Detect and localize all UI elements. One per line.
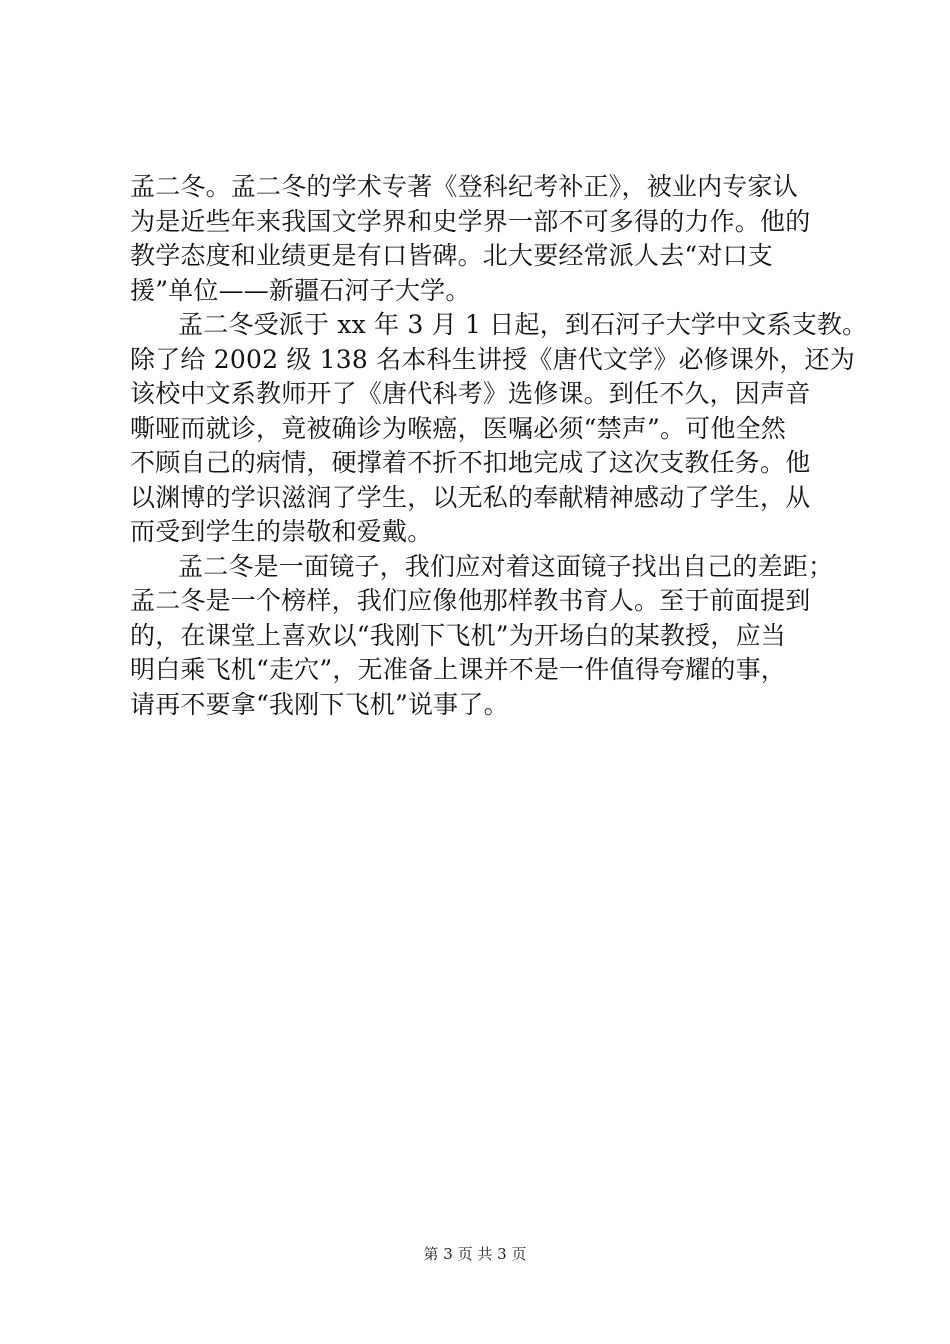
text-line: 请再不要拿“我刚下飞机”说事了。 — [130, 689, 509, 719]
text-line: 孟二冬是一个榜样，我们应像他那样教书育人。至于前面提到 — [130, 586, 811, 615]
text-line: 为是近些年来我国文学界和史学界一部不可多得的力作。他的 — [130, 206, 811, 236]
text-line: 孟二冬是一面镜子，我们应对着这面镜子找出自己的差距； — [178, 551, 834, 581]
paragraph-2 — [130, 308, 868, 550]
text-line: 而受到学生的崇敬和爱戴。 — [130, 517, 433, 546]
text-line: 该校中文系教师开了《唐代科考》选修课。到任不久，因声音 — [130, 379, 811, 408]
text-line: 嘶哑而就诊，竟被确诊为喉癌，医嘱必须“禁声”。可他全然 — [130, 413, 786, 443]
page-footer — [0, 1244, 950, 1264]
text-line: 除了给 2002 级 138 名本科生讲授《唐代文学》必修课外，还为 — [130, 344, 855, 374]
document-body — [130, 170, 868, 722]
page-number-label: 第 3 页 共 3 页 — [423, 1245, 527, 1263]
paragraph-3 — [130, 550, 835, 723]
text-line: 孟二冬。孟二冬的学术专著《登科纪考补正》，被业内专家认 — [130, 172, 798, 201]
text-line: 援”单位——新疆石河子大学。 — [130, 275, 471, 305]
text-line: 的，在课堂上喜欢以“我刚下飞机”为开场白的某教授，应当 — [130, 620, 786, 650]
text-line: 不顾自己的病情，硬撑着不折不扣地完成了这次支教任务。他 — [130, 448, 811, 477]
paragraph-1 — [130, 170, 835, 308]
text-line: 以渊博的学识滋润了学生，以无私的奉献精神感动了学生，从 — [130, 482, 811, 512]
text-line: 孟二冬受派于 xx 年 3 月 1 日起，到石河子大学中文系支教。 — [178, 310, 868, 339]
text-line: 教学态度和业绩更是有口皆碑。北大要经常派人去“对口支 — [130, 241, 773, 270]
text-line: 明白乘飞机“走穴”，无准备上课并不是一件值得夸耀的事， — [130, 655, 786, 684]
